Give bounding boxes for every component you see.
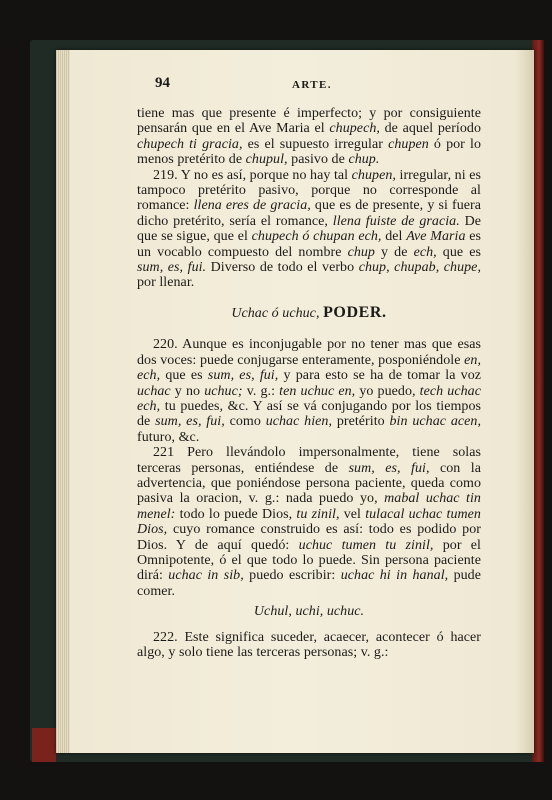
- text-run: cuyo romance construido es así: todo es podido por Dios. Y de aquí quedó:: [137, 522, 481, 553]
- text-run: Diverso de todo el verbo: [206, 260, 359, 276]
- sub-heading: Uchul, uchi, uchuc.: [253, 604, 365, 620]
- italic-term: chupech,: [329, 121, 380, 137]
- page-content: [137, 76, 481, 660]
- italic-term: Ave Maria: [406, 229, 466, 245]
- italic-term: en, ech,: [137, 352, 481, 384]
- text-run: es un vocablo compuesto del nombre: [137, 229, 481, 260]
- italic-term: chup, chupab, chupe,: [358, 260, 481, 276]
- text-run: vel: [339, 506, 366, 522]
- italic-term: chupech ti gracia,: [137, 136, 243, 152]
- italic-term: ech,: [413, 244, 437, 260]
- italic-term: uchuc;: [204, 383, 243, 399]
- paragraph-219: [137, 168, 481, 291]
- italic-term: ten uchuc en,: [279, 383, 356, 399]
- italic-term: llena fuiste de gracia.: [332, 213, 460, 229]
- text-run: con la advertencia, que poniéndose persona paciente, queda como pasiva la oracion, v. g.: nada puedo yo,: [137, 460, 482, 507]
- paragraph-1: [137, 106, 481, 168]
- text-run: que es de presente, y si fuera dicho pretérito, sería el romance,: [137, 198, 481, 229]
- text-run: es el supuesto irregular: [242, 136, 389, 152]
- section-heading: [137, 305, 481, 321]
- text-run: por llenar.: [137, 275, 195, 291]
- text-run: 222. Este significa suceder, acaecer, acontecer ó hacer algo, y solo tiene las terceras personas; v. g.:: [137, 629, 481, 660]
- italic-term: llena eres de gracia,: [193, 198, 311, 214]
- text-run: como: [224, 414, 266, 430]
- text-run: que es: [160, 368, 208, 384]
- text-run: y no: [170, 383, 205, 399]
- text-run: que es: [436, 244, 481, 260]
- book-corner: [32, 728, 56, 762]
- text-run: ó por lo menos pretérito de: [137, 136, 481, 168]
- italic-term: chup: [347, 244, 375, 260]
- paragraph-220: [137, 337, 481, 445]
- italic-term: uchuc tumen tu zinil,: [298, 537, 434, 553]
- text-run: de aquel período: [379, 121, 481, 137]
- page-header: [137, 76, 481, 96]
- paragraph-222: [137, 630, 481, 661]
- italic-term: sum, es, fui,: [155, 414, 225, 430]
- italic-term: uchac: [137, 383, 171, 399]
- italic-term: chupen: [388, 136, 429, 152]
- italic-term: uchac hien,: [265, 414, 333, 430]
- running-head: ARTE.: [292, 79, 332, 91]
- italic-term: sum, es, fui,: [348, 460, 430, 476]
- italic-term: chup.: [348, 152, 380, 168]
- italic-term: mabal uchac tin menel:: [137, 491, 481, 522]
- text-run: por el Omnipotente, ó el que todo lo puede. Sin persona paciente dirá:: [137, 537, 481, 584]
- text-run: pasivo de: [287, 152, 349, 168]
- section-heading-italic: Uchac ó uchuc,: [231, 305, 320, 321]
- text-run: yo puedo,: [355, 383, 420, 399]
- text-run: De que se sigue, que el: [137, 213, 481, 245]
- italic-term: chupen,: [351, 167, 396, 183]
- text-run: y para esto se ha de tomar la voz: [278, 368, 482, 384]
- text-run: tu puedes, &c. Y así se vá conjugando por los tiempos de: [137, 398, 481, 430]
- italic-term: tech uchac ech,: [137, 383, 481, 414]
- text-run: pude comer.: [137, 568, 481, 599]
- italic-term: bin uchac acen,: [389, 414, 481, 430]
- text-run: v. g.:: [242, 383, 280, 399]
- text-run: del: [381, 229, 407, 245]
- italic-term: chupul,: [245, 152, 288, 168]
- page-gutter: [56, 50, 70, 753]
- text-run: pretérito: [332, 414, 390, 430]
- page-number: 94: [155, 75, 171, 91]
- italic-term: sum, es, fui.: [137, 260, 207, 276]
- italic-term: uchac in sib,: [168, 568, 244, 584]
- italic-term: tu zinil,: [296, 506, 340, 522]
- italic-term: sum, es, fui,: [207, 368, 279, 384]
- text-run: y de: [374, 244, 414, 260]
- italic-term: tulacal uchac tumen Dios,: [137, 506, 481, 538]
- text-run: irregular, ni es tampoco pretérito pasivo, porque no corresponde al romance:: [137, 167, 481, 214]
- italic-term: chupech ó chupan ech,: [251, 229, 382, 245]
- text-run: 221 Pero llevándolo impersonalmente, tiene solas terceras personas, entiéndese de: [137, 445, 481, 476]
- section-heading-caps: PODER.: [323, 303, 387, 321]
- text-run: 220. Aunque es inconjugable por no tener mas que esas dos voces: puede conjugarse enteramente, posponiéndole: [137, 337, 481, 368]
- italic-term: uchac hi in hanal,: [340, 568, 449, 584]
- text-run: todo lo puede Dios,: [175, 506, 297, 522]
- text-run: puedo escribir:: [243, 568, 341, 584]
- paragraph-221: [137, 445, 481, 599]
- text-run: 219. Y no es así, porque no hay tal: [153, 167, 352, 183]
- text-run: futuro, &c.: [137, 429, 200, 445]
- text-run: tiene mas que presente é imperfecto; y por consiguiente pensarán que en el Ave Maria el: [137, 106, 481, 137]
